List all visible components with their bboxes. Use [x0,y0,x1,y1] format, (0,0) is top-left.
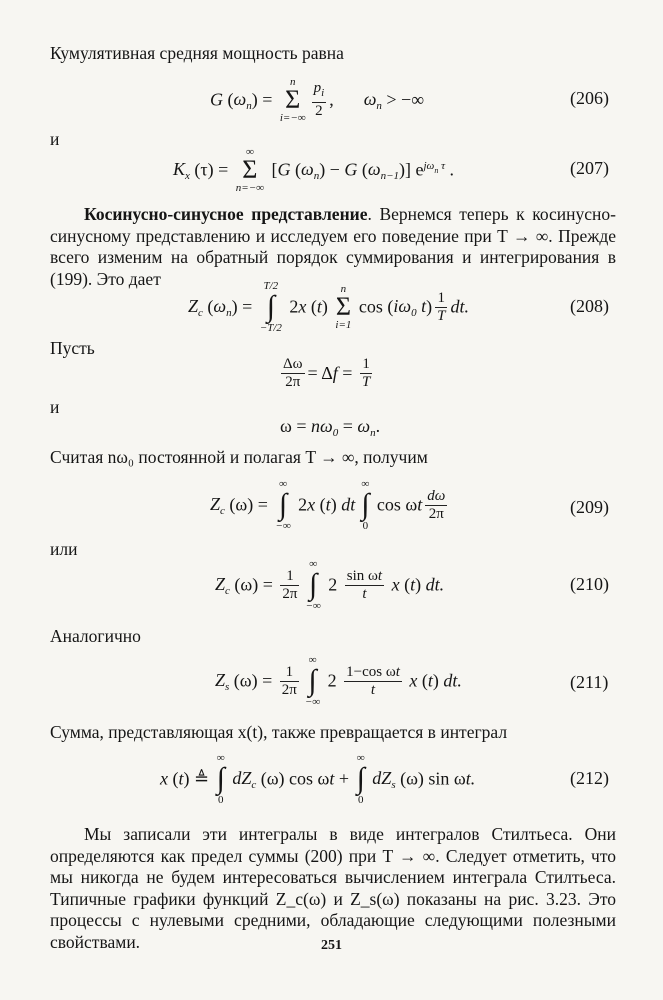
equation-number-207: (207) [570,158,609,178]
page-number: 251 [321,938,342,953]
assume-line: Считая nω₀ постоянной и полагая T → ∞, получим [50,447,428,467]
equation-number-206: (206) [570,88,609,108]
equation-number-211: (211) [570,672,609,692]
section-heading: Косинусно-синусное представление [84,204,368,224]
equation-number-212: (212) [570,768,609,788]
cosine-sine-text: . Вернемся теперь к косинусно-синусному представлению и исследуем его поведение при T → ∞. Прежде всего изменим на обратный порядок суммирования и интегрирования в (199). Это дает [50,204,616,289]
conjunction-and-2: и [50,397,60,417]
conjunction-and-1: и [50,129,60,149]
equation-omega: $\omega = n\omega_0 = \omega_n$. [280,416,381,439]
equation-208: $Z_c$ $(\omega_n)$ = T/2 ∫ −T/2 2x (t) n Σ i=1 $\cos (i\omega_0$ t) $\frac{1}{T}$ dt. [188,280,469,334]
equation-number-209: (209) [570,497,609,517]
cosine-sine-paragraph [50,204,616,290]
sum-line: Сумма, представляющая x(t), также превращается в интеграл [50,722,508,742]
intro-line [50,42,344,64]
equation-212: x (t) ≜ ∞ ∫ 0 $dZ_c$ (ω) cos ωt + ∞ ∫ 0 $dZ_s$ (ω) sin ωt. [160,752,476,806]
equation-number-210: (210) [570,574,609,594]
equation-207: $K_x$ (τ) = ∞ Σ n=−∞ [G $(\omega_n) - G$ $(\omega_{n-1})$] $e^{j\omega_n \tau}$ . [173,146,454,194]
equation-209: $Z_c$ (ω) = ∞ ∫ −∞ 2x (t) dt ∞ ∫ 0 cos ωt $\frac{d\omega}{2\pi}$ [210,478,446,532]
equation-number-208: (208) [570,296,609,316]
equation-211: $Z_s$ (ω) = $\frac{1}{2\pi}$ ∞ ∫ −∞ 2 $\frac{\text{1−cos ωt}}{t}$ x (t) dt. [215,654,462,708]
let-line: Пусть [50,338,95,358]
or-line: или [50,539,78,559]
equation-delta: $\frac{\Delta\omega}{2\pi}$ = Δf = $\frac{1}{T}$ [283,356,371,390]
equation-210: $Z_c$ (ω) = $\frac{1}{2\pi}$ ∞ ∫ −∞ 2 $\frac{\text{sin ωt}}{t}$ x (t) dt. [215,558,445,612]
stieltjes-paragraph: Мы записали эти интегралы в виде интегралов Стилтьеса. Они определяются как предел суммы (200) при T → ∞. Следует отметить, что мы никогда не будем интересоваться вычислением интеграла Стилтьеса. Типичные графики функций Z_c(ω) и Z_s(ω) показаны на рис. 3.23. Это процессы с нулевыми средними, обладающие следующими полезными свойствами. [50,824,616,952]
intro-text: Кумулятивная средняя мощность равна [50,43,344,63]
equation-206: G $(\omega_n)$ = n Σ i=−∞ $\frac{p_i}{2}$ , $\omega_n$ > −∞ [210,76,425,124]
similarly-line: Аналогично [50,626,141,646]
